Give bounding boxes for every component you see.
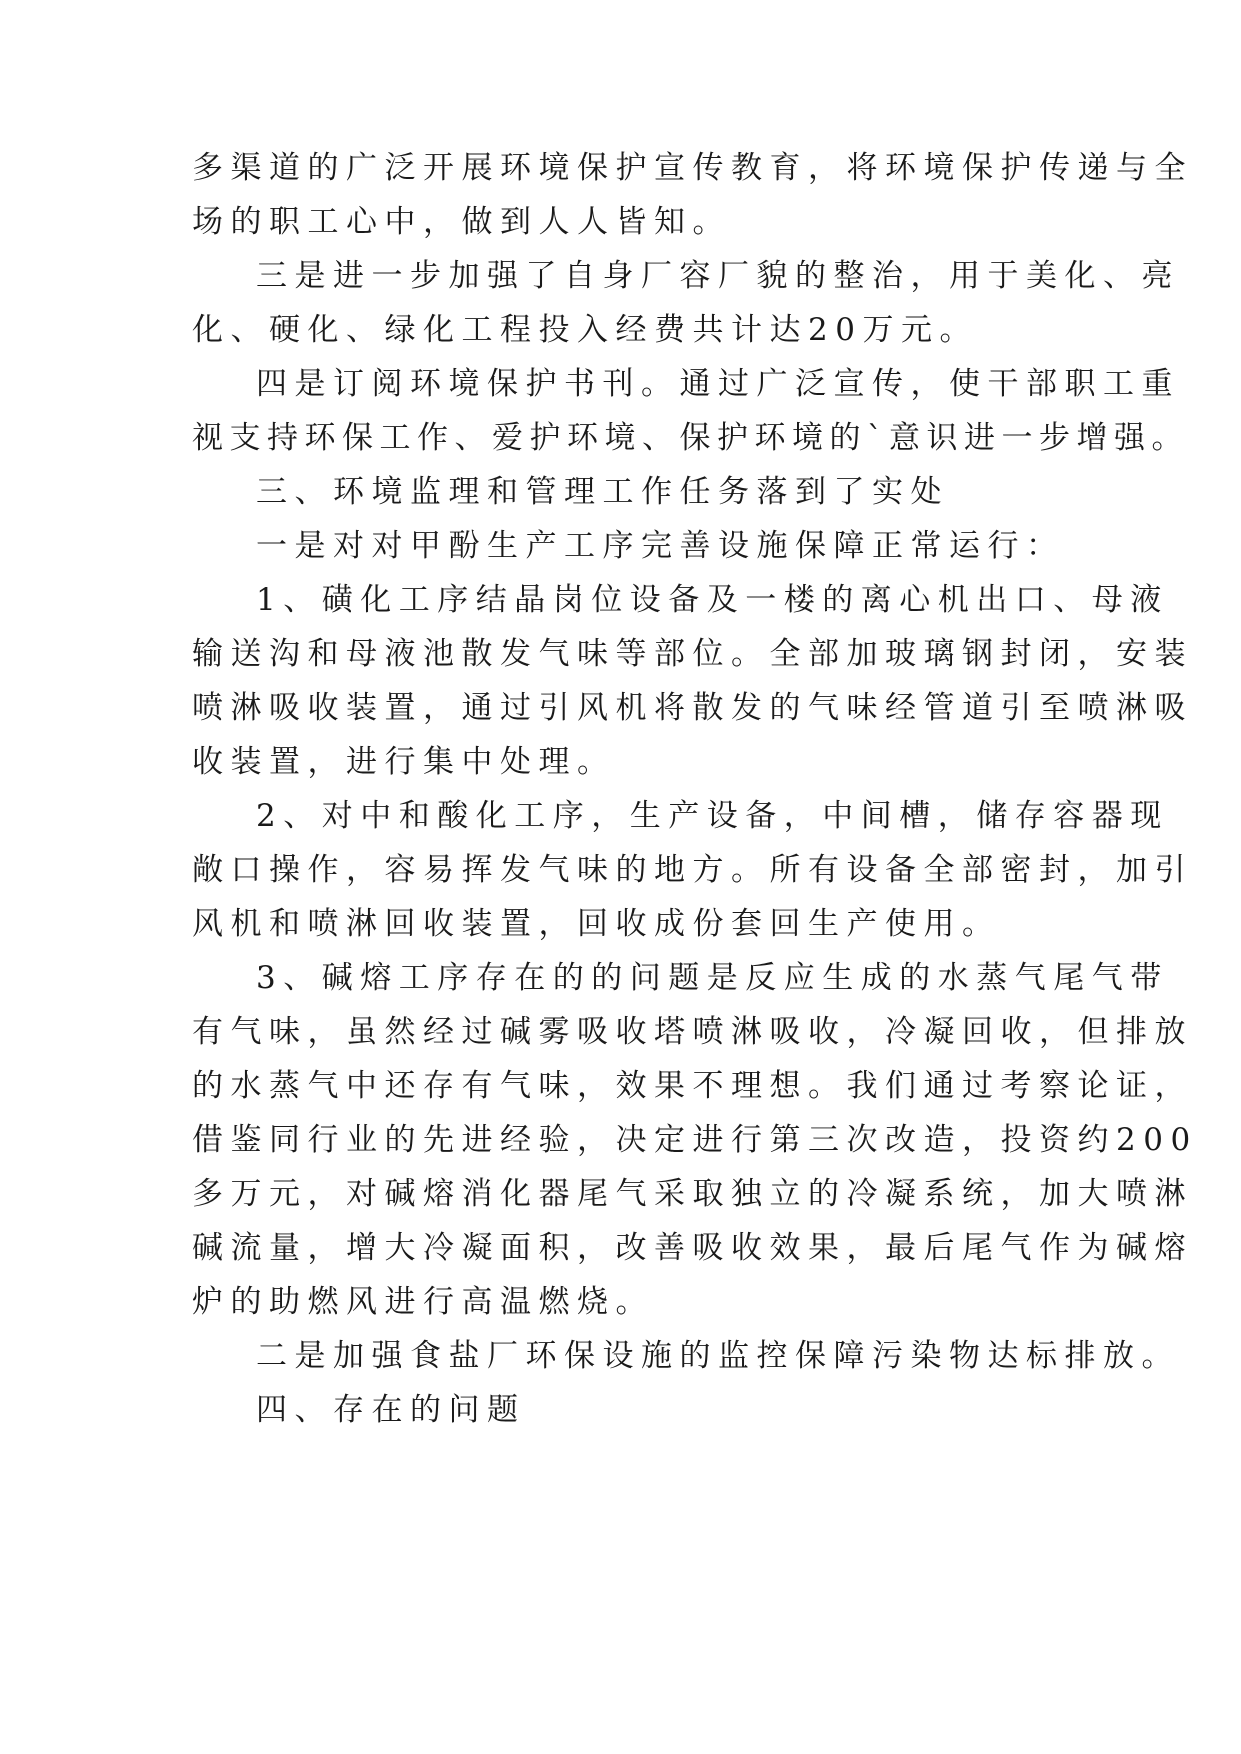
text-line: 借鉴同行业的先进经验，决定进行第三次改造，投资约200 bbox=[192, 1122, 1198, 1158]
paragraph-start: 1、磺化工序结晶岗位设备及一楼的离心机出口、母液 bbox=[256, 582, 1169, 618]
text-line: 多渠道的广泛开展环境保护宣传教育，将环境保护传递与全 bbox=[192, 150, 1193, 186]
text-line: 收装置，进行集中处理。 bbox=[192, 744, 616, 780]
text-line: 喷淋吸收装置，通过引风机将散发的气味经管道引至喷淋吸 bbox=[192, 690, 1193, 726]
paragraph-start: 三是进一步加强了自身厂容厂貌的整治，用于美化、亮 bbox=[256, 258, 1180, 294]
text-line: 碱流量，增大冷凝面积，改善吸收效果，最后尾气作为碱熔 bbox=[192, 1230, 1193, 1266]
paragraph-start: 2、对中和酸化工序，生产设备，中间槽，储存容器现 bbox=[256, 798, 1169, 834]
paragraph-start: 四是订阅环境保护书刊。通过广泛宣传，使干部职工重 bbox=[256, 366, 1180, 402]
paragraph-start: 一是对对甲酚生产工序完善设施保障正常运行： bbox=[256, 528, 1065, 564]
text-line: 敞口操作，容易挥发气味的地方。所有设备全部密封，加引 bbox=[192, 852, 1193, 888]
text-line: 有气味，虽然经过碱雾吸收塔喷淋吸收，冷凝回收，但排放 bbox=[192, 1014, 1193, 1050]
paragraph-start: 3、碱熔工序存在的的问题是反应生成的水蒸气尾气带 bbox=[256, 960, 1169, 996]
paragraph-start: 二是加强食盐厂环保设施的监控保障污染物达标排放。 bbox=[256, 1338, 1180, 1374]
text-line: 视支持环保工作、爱护环境、保护环境的`意识进一步增强。 bbox=[192, 420, 1189, 456]
text-line: 风机和喷淋回收装置，回收成份套回生产使用。 bbox=[192, 906, 1001, 942]
text-line: 的水蒸气中还存有气味，效果不理想。我们通过考察论证， bbox=[192, 1068, 1193, 1104]
text-line: 化、硬化、绿化工程投入经费共计达20万元。 bbox=[192, 312, 978, 348]
text-line: 场的职工心中，做到人人皆知。 bbox=[192, 204, 731, 240]
text-line: 多万元，对碱熔消化器尾气采取独立的冷凝系统，加大喷淋 bbox=[192, 1176, 1193, 1212]
text-line: 输送沟和母液池散发气味等部位。全部加玻璃钢封闭，安装 bbox=[192, 636, 1193, 672]
section-heading: 四、存在的问题 bbox=[256, 1392, 526, 1428]
text-line: 炉的助燃风进行高温燃烧。 bbox=[192, 1284, 654, 1320]
section-heading: 三、环境监理和管理工作任务落到了实处 bbox=[256, 474, 949, 510]
